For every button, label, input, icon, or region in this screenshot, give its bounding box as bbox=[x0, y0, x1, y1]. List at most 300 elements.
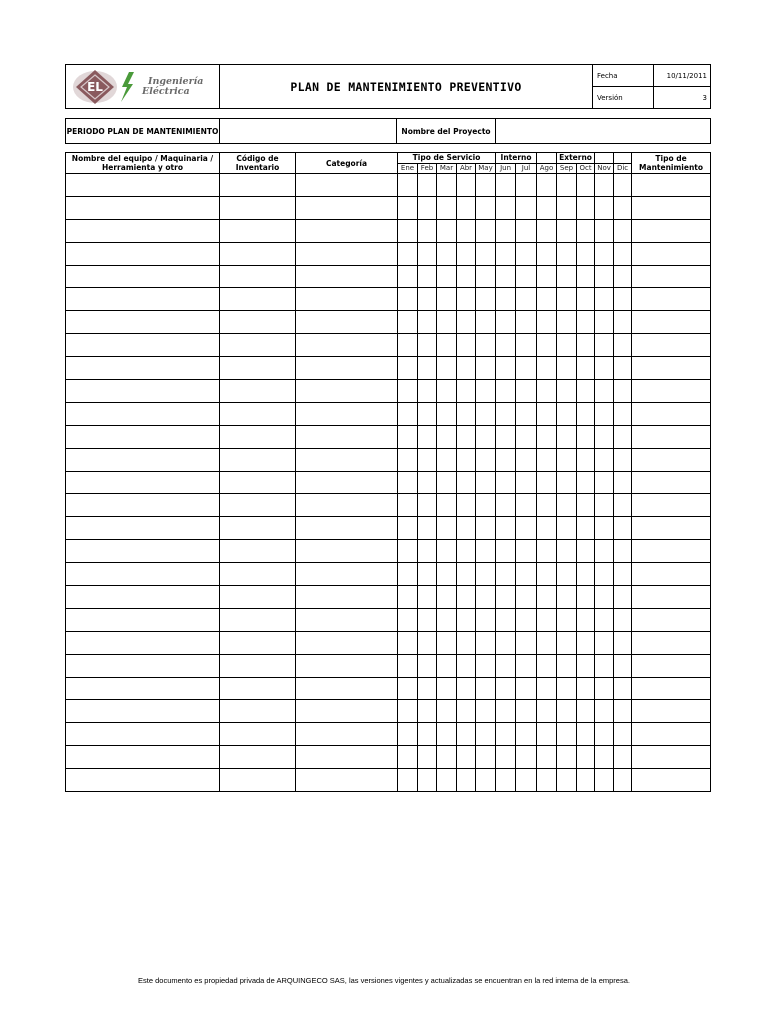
table-cell[interactable] bbox=[577, 425, 595, 448]
table-cell[interactable] bbox=[595, 448, 614, 471]
table-cell[interactable] bbox=[496, 334, 516, 357]
table-cell[interactable] bbox=[476, 402, 496, 425]
table-cell[interactable] bbox=[66, 631, 220, 654]
table-cell[interactable] bbox=[220, 265, 296, 288]
table-cell[interactable] bbox=[398, 608, 418, 631]
table-cell[interactable] bbox=[418, 242, 437, 265]
table-cell[interactable] bbox=[296, 265, 398, 288]
table-cell[interactable] bbox=[398, 563, 418, 586]
table-cell[interactable] bbox=[398, 700, 418, 723]
table-cell[interactable] bbox=[632, 700, 711, 723]
table-cell[interactable] bbox=[457, 402, 476, 425]
table-cell[interactable] bbox=[296, 700, 398, 723]
table-cell[interactable] bbox=[595, 334, 614, 357]
table-cell[interactable] bbox=[595, 471, 614, 494]
table-cell[interactable] bbox=[595, 723, 614, 746]
table-cell[interactable] bbox=[418, 425, 437, 448]
table-cell[interactable] bbox=[457, 311, 476, 334]
table-cell[interactable] bbox=[614, 517, 632, 540]
table-cell[interactable] bbox=[577, 586, 595, 609]
table-cell[interactable] bbox=[457, 586, 476, 609]
table-cell[interactable] bbox=[66, 563, 220, 586]
table-cell[interactable] bbox=[437, 196, 457, 219]
table-cell[interactable] bbox=[457, 746, 476, 769]
table-cell[interactable] bbox=[220, 746, 296, 769]
table-cell[interactable] bbox=[457, 425, 476, 448]
table-cell[interactable] bbox=[437, 631, 457, 654]
table-cell[interactable] bbox=[496, 242, 516, 265]
table-cell[interactable] bbox=[220, 242, 296, 265]
table-cell[interactable] bbox=[595, 357, 614, 380]
table-cell[interactable] bbox=[577, 700, 595, 723]
table-cell[interactable] bbox=[66, 471, 220, 494]
table-cell[interactable] bbox=[457, 357, 476, 380]
table-cell[interactable] bbox=[418, 563, 437, 586]
table-cell[interactable] bbox=[496, 471, 516, 494]
table-cell[interactable] bbox=[418, 448, 437, 471]
table-cell[interactable] bbox=[418, 608, 437, 631]
table-cell[interactable] bbox=[632, 425, 711, 448]
table-cell[interactable] bbox=[220, 631, 296, 654]
table-cell[interactable] bbox=[496, 494, 516, 517]
table-cell[interactable] bbox=[296, 540, 398, 563]
table-cell[interactable] bbox=[537, 402, 557, 425]
table-cell[interactable] bbox=[516, 242, 537, 265]
table-cell[interactable] bbox=[437, 677, 457, 700]
table-cell[interactable] bbox=[66, 174, 220, 197]
table-cell[interactable] bbox=[496, 608, 516, 631]
table-cell[interactable] bbox=[398, 334, 418, 357]
table-cell[interactable] bbox=[496, 311, 516, 334]
table-cell[interactable] bbox=[537, 288, 557, 311]
table-cell[interactable] bbox=[296, 494, 398, 517]
table-cell[interactable] bbox=[577, 380, 595, 403]
table-cell[interactable] bbox=[557, 219, 577, 242]
table-cell[interactable] bbox=[296, 563, 398, 586]
table-cell[interactable] bbox=[220, 196, 296, 219]
table-cell[interactable] bbox=[614, 746, 632, 769]
table-cell[interactable] bbox=[557, 334, 577, 357]
table-cell[interactable] bbox=[537, 311, 557, 334]
table-cell[interactable] bbox=[557, 196, 577, 219]
table-cell[interactable] bbox=[476, 380, 496, 403]
table-cell[interactable] bbox=[437, 174, 457, 197]
table-cell[interactable] bbox=[496, 174, 516, 197]
table-cell[interactable] bbox=[577, 563, 595, 586]
table-cell[interactable] bbox=[577, 677, 595, 700]
table-cell[interactable] bbox=[398, 677, 418, 700]
table-cell[interactable] bbox=[296, 196, 398, 219]
table-cell[interactable] bbox=[537, 654, 557, 677]
table-cell[interactable] bbox=[296, 311, 398, 334]
table-cell[interactable] bbox=[516, 265, 537, 288]
table-cell[interactable] bbox=[632, 471, 711, 494]
table-cell[interactable] bbox=[220, 723, 296, 746]
table-cell[interactable] bbox=[437, 746, 457, 769]
table-cell[interactable] bbox=[577, 494, 595, 517]
table-cell[interactable] bbox=[476, 219, 496, 242]
table-cell[interactable] bbox=[398, 311, 418, 334]
table-cell[interactable] bbox=[516, 654, 537, 677]
table-cell[interactable] bbox=[398, 357, 418, 380]
table-cell[interactable] bbox=[557, 288, 577, 311]
table-cell[interactable] bbox=[614, 540, 632, 563]
table-cell[interactable] bbox=[220, 471, 296, 494]
table-cell[interactable] bbox=[437, 769, 457, 792]
table-cell[interactable] bbox=[516, 494, 537, 517]
table-cell[interactable] bbox=[476, 196, 496, 219]
table-cell[interactable] bbox=[632, 723, 711, 746]
table-cell[interactable] bbox=[632, 563, 711, 586]
table-cell[interactable] bbox=[557, 677, 577, 700]
table-cell[interactable] bbox=[632, 494, 711, 517]
table-cell[interactable] bbox=[476, 654, 496, 677]
table-cell[interactable] bbox=[632, 631, 711, 654]
table-cell[interactable] bbox=[457, 196, 476, 219]
table-cell[interactable] bbox=[457, 540, 476, 563]
table-cell[interactable] bbox=[296, 677, 398, 700]
table-cell[interactable] bbox=[577, 402, 595, 425]
table-cell[interactable] bbox=[614, 700, 632, 723]
table-cell[interactable] bbox=[220, 402, 296, 425]
table-cell[interactable] bbox=[632, 196, 711, 219]
table-cell[interactable] bbox=[437, 723, 457, 746]
table-cell[interactable] bbox=[457, 700, 476, 723]
table-cell[interactable] bbox=[632, 380, 711, 403]
table-cell[interactable] bbox=[220, 219, 296, 242]
table-cell[interactable] bbox=[614, 380, 632, 403]
table-cell[interactable] bbox=[418, 517, 437, 540]
table-cell[interactable] bbox=[66, 425, 220, 448]
table-cell[interactable] bbox=[66, 700, 220, 723]
table-cell[interactable] bbox=[632, 746, 711, 769]
table-cell[interactable] bbox=[457, 677, 476, 700]
table-cell[interactable] bbox=[614, 769, 632, 792]
table-cell[interactable] bbox=[577, 517, 595, 540]
table-cell[interactable] bbox=[537, 380, 557, 403]
table-cell[interactable] bbox=[296, 586, 398, 609]
table-cell[interactable] bbox=[457, 380, 476, 403]
table-cell[interactable] bbox=[516, 219, 537, 242]
table-cell[interactable] bbox=[537, 631, 557, 654]
table-cell[interactable] bbox=[457, 334, 476, 357]
table-cell[interactable] bbox=[476, 174, 496, 197]
table-cell[interactable] bbox=[537, 746, 557, 769]
table-cell[interactable] bbox=[220, 540, 296, 563]
table-cell[interactable] bbox=[296, 402, 398, 425]
table-cell[interactable] bbox=[398, 242, 418, 265]
table-cell[interactable] bbox=[557, 700, 577, 723]
table-cell[interactable] bbox=[577, 448, 595, 471]
table-cell[interactable] bbox=[537, 540, 557, 563]
table-cell[interactable] bbox=[418, 654, 437, 677]
table-cell[interactable] bbox=[516, 448, 537, 471]
table-cell[interactable] bbox=[457, 288, 476, 311]
table-cell[interactable] bbox=[418, 471, 437, 494]
table-cell[interactable] bbox=[577, 746, 595, 769]
table-cell[interactable] bbox=[66, 196, 220, 219]
table-cell[interactable] bbox=[557, 517, 577, 540]
table-cell[interactable] bbox=[496, 517, 516, 540]
table-cell[interactable] bbox=[296, 242, 398, 265]
table-cell[interactable] bbox=[537, 174, 557, 197]
table-cell[interactable] bbox=[457, 494, 476, 517]
table-cell[interactable] bbox=[577, 219, 595, 242]
table-cell[interactable] bbox=[476, 677, 496, 700]
table-cell[interactable] bbox=[632, 242, 711, 265]
table-cell[interactable] bbox=[595, 242, 614, 265]
table-cell[interactable] bbox=[557, 586, 577, 609]
table-cell[interactable] bbox=[220, 174, 296, 197]
table-cell[interactable] bbox=[496, 380, 516, 403]
table-cell[interactable] bbox=[457, 174, 476, 197]
table-cell[interactable] bbox=[632, 174, 711, 197]
table-cell[interactable] bbox=[614, 448, 632, 471]
table-cell[interactable] bbox=[476, 700, 496, 723]
table-cell[interactable] bbox=[296, 219, 398, 242]
table-cell[interactable] bbox=[632, 517, 711, 540]
table-cell[interactable] bbox=[614, 563, 632, 586]
table-cell[interactable] bbox=[614, 265, 632, 288]
table-cell[interactable] bbox=[437, 242, 457, 265]
table-cell[interactable] bbox=[418, 288, 437, 311]
table-cell[interactable] bbox=[418, 380, 437, 403]
table-cell[interactable] bbox=[537, 357, 557, 380]
table-cell[interactable] bbox=[577, 242, 595, 265]
table-cell[interactable] bbox=[496, 677, 516, 700]
table-cell[interactable] bbox=[66, 402, 220, 425]
table-cell[interactable] bbox=[632, 334, 711, 357]
table-cell[interactable] bbox=[595, 380, 614, 403]
table-cell[interactable] bbox=[516, 563, 537, 586]
table-cell[interactable] bbox=[614, 196, 632, 219]
table-cell[interactable] bbox=[220, 563, 296, 586]
table-cell[interactable] bbox=[398, 425, 418, 448]
table-cell[interactable] bbox=[557, 174, 577, 197]
table-cell[interactable] bbox=[516, 471, 537, 494]
table-cell[interactable] bbox=[437, 311, 457, 334]
table-cell[interactable] bbox=[398, 471, 418, 494]
table-cell[interactable] bbox=[595, 494, 614, 517]
table-cell[interactable] bbox=[457, 723, 476, 746]
table-cell[interactable] bbox=[516, 311, 537, 334]
table-cell[interactable] bbox=[614, 334, 632, 357]
table-cell[interactable] bbox=[476, 517, 496, 540]
table-cell[interactable] bbox=[595, 654, 614, 677]
table-cell[interactable] bbox=[632, 586, 711, 609]
table-cell[interactable] bbox=[66, 311, 220, 334]
table-cell[interactable] bbox=[296, 425, 398, 448]
table-cell[interactable] bbox=[220, 700, 296, 723]
table-cell[interactable] bbox=[220, 608, 296, 631]
table-cell[interactable] bbox=[577, 471, 595, 494]
table-cell[interactable] bbox=[595, 677, 614, 700]
table-cell[interactable] bbox=[577, 311, 595, 334]
table-cell[interactable] bbox=[66, 288, 220, 311]
table-cell[interactable] bbox=[418, 219, 437, 242]
table-cell[interactable] bbox=[516, 402, 537, 425]
table-cell[interactable] bbox=[476, 334, 496, 357]
table-cell[interactable] bbox=[437, 494, 457, 517]
table-cell[interactable] bbox=[437, 586, 457, 609]
table-cell[interactable] bbox=[632, 769, 711, 792]
table-cell[interactable] bbox=[577, 196, 595, 219]
table-cell[interactable] bbox=[66, 334, 220, 357]
table-cell[interactable] bbox=[66, 242, 220, 265]
table-cell[interactable] bbox=[614, 608, 632, 631]
table-cell[interactable] bbox=[537, 196, 557, 219]
table-cell[interactable] bbox=[476, 357, 496, 380]
table-cell[interactable] bbox=[516, 540, 537, 563]
table-cell[interactable] bbox=[516, 608, 537, 631]
table-cell[interactable] bbox=[398, 723, 418, 746]
table-cell[interactable] bbox=[632, 654, 711, 677]
table-cell[interactable] bbox=[220, 448, 296, 471]
table-cell[interactable] bbox=[614, 311, 632, 334]
table-cell[interactable] bbox=[614, 288, 632, 311]
table-cell[interactable] bbox=[437, 654, 457, 677]
table-cell[interactable] bbox=[516, 288, 537, 311]
table-cell[interactable] bbox=[476, 586, 496, 609]
periodo-field[interactable] bbox=[220, 119, 397, 144]
table-cell[interactable] bbox=[398, 402, 418, 425]
table-cell[interactable] bbox=[457, 563, 476, 586]
table-cell[interactable] bbox=[614, 471, 632, 494]
table-cell[interactable] bbox=[418, 494, 437, 517]
table-cell[interactable] bbox=[418, 586, 437, 609]
table-cell[interactable] bbox=[557, 402, 577, 425]
table-cell[interactable] bbox=[457, 654, 476, 677]
table-cell[interactable] bbox=[66, 723, 220, 746]
table-cell[interactable] bbox=[296, 448, 398, 471]
table-cell[interactable] bbox=[632, 540, 711, 563]
table-cell[interactable] bbox=[457, 219, 476, 242]
table-cell[interactable] bbox=[537, 723, 557, 746]
table-cell[interactable] bbox=[418, 723, 437, 746]
table-cell[interactable] bbox=[476, 242, 496, 265]
table-cell[interactable] bbox=[418, 196, 437, 219]
table-cell[interactable] bbox=[398, 746, 418, 769]
table-cell[interactable] bbox=[632, 311, 711, 334]
table-cell[interactable] bbox=[595, 402, 614, 425]
table-cell[interactable] bbox=[516, 677, 537, 700]
table-cell[interactable] bbox=[595, 700, 614, 723]
table-cell[interactable] bbox=[595, 586, 614, 609]
table-cell[interactable] bbox=[220, 334, 296, 357]
table-cell[interactable] bbox=[595, 563, 614, 586]
table-cell[interactable] bbox=[476, 631, 496, 654]
table-cell[interactable] bbox=[66, 586, 220, 609]
table-cell[interactable] bbox=[537, 677, 557, 700]
table-cell[interactable] bbox=[577, 540, 595, 563]
table-cell[interactable] bbox=[296, 471, 398, 494]
table-cell[interactable] bbox=[296, 769, 398, 792]
table-cell[interactable] bbox=[577, 608, 595, 631]
table-cell[interactable] bbox=[516, 196, 537, 219]
table-cell[interactable] bbox=[632, 288, 711, 311]
table-cell[interactable] bbox=[220, 311, 296, 334]
table-cell[interactable] bbox=[66, 517, 220, 540]
table-cell[interactable] bbox=[476, 448, 496, 471]
table-cell[interactable] bbox=[496, 219, 516, 242]
table-cell[interactable] bbox=[398, 265, 418, 288]
table-cell[interactable] bbox=[577, 174, 595, 197]
table-cell[interactable] bbox=[577, 334, 595, 357]
table-cell[interactable] bbox=[516, 723, 537, 746]
table-cell[interactable] bbox=[398, 174, 418, 197]
table-cell[interactable] bbox=[496, 700, 516, 723]
table-cell[interactable] bbox=[614, 425, 632, 448]
table-cell[interactable] bbox=[296, 723, 398, 746]
table-cell[interactable] bbox=[476, 425, 496, 448]
table-cell[interactable] bbox=[476, 265, 496, 288]
nombre-proyecto-field[interactable] bbox=[496, 119, 711, 144]
table-cell[interactable] bbox=[66, 357, 220, 380]
table-cell[interactable] bbox=[457, 265, 476, 288]
table-cell[interactable] bbox=[437, 448, 457, 471]
table-cell[interactable] bbox=[437, 334, 457, 357]
table-cell[interactable] bbox=[496, 425, 516, 448]
table-cell[interactable] bbox=[66, 677, 220, 700]
table-cell[interactable] bbox=[557, 608, 577, 631]
table-cell[interactable] bbox=[557, 631, 577, 654]
table-cell[interactable] bbox=[614, 677, 632, 700]
table-cell[interactable] bbox=[66, 608, 220, 631]
table-cell[interactable] bbox=[557, 540, 577, 563]
table-cell[interactable] bbox=[632, 219, 711, 242]
table-cell[interactable] bbox=[595, 265, 614, 288]
table-cell[interactable] bbox=[296, 288, 398, 311]
table-cell[interactable] bbox=[220, 380, 296, 403]
table-cell[interactable] bbox=[577, 288, 595, 311]
table-cell[interactable] bbox=[632, 608, 711, 631]
table-cell[interactable] bbox=[595, 540, 614, 563]
table-cell[interactable] bbox=[516, 425, 537, 448]
table-cell[interactable] bbox=[595, 769, 614, 792]
table-cell[interactable] bbox=[220, 677, 296, 700]
table-cell[interactable] bbox=[437, 265, 457, 288]
table-cell[interactable] bbox=[476, 746, 496, 769]
table-cell[interactable] bbox=[457, 631, 476, 654]
table-cell[interactable] bbox=[398, 586, 418, 609]
table-cell[interactable] bbox=[66, 265, 220, 288]
table-cell[interactable] bbox=[296, 654, 398, 677]
table-cell[interactable] bbox=[437, 425, 457, 448]
table-cell[interactable] bbox=[595, 196, 614, 219]
table-cell[interactable] bbox=[537, 608, 557, 631]
table-cell[interactable] bbox=[437, 402, 457, 425]
table-cell[interactable] bbox=[595, 631, 614, 654]
table-cell[interactable] bbox=[516, 586, 537, 609]
table-cell[interactable] bbox=[537, 471, 557, 494]
table-cell[interactable] bbox=[557, 265, 577, 288]
table-cell[interactable] bbox=[595, 608, 614, 631]
table-cell[interactable] bbox=[537, 586, 557, 609]
table-cell[interactable] bbox=[577, 654, 595, 677]
table-cell[interactable] bbox=[537, 334, 557, 357]
table-cell[interactable] bbox=[557, 723, 577, 746]
table-cell[interactable] bbox=[418, 677, 437, 700]
table-cell[interactable] bbox=[66, 448, 220, 471]
table-cell[interactable] bbox=[516, 357, 537, 380]
table-cell[interactable] bbox=[220, 425, 296, 448]
table-cell[interactable] bbox=[418, 540, 437, 563]
table-cell[interactable] bbox=[437, 380, 457, 403]
table-cell[interactable] bbox=[537, 700, 557, 723]
table-cell[interactable] bbox=[437, 540, 457, 563]
table-cell[interactable] bbox=[516, 174, 537, 197]
table-cell[interactable] bbox=[557, 494, 577, 517]
